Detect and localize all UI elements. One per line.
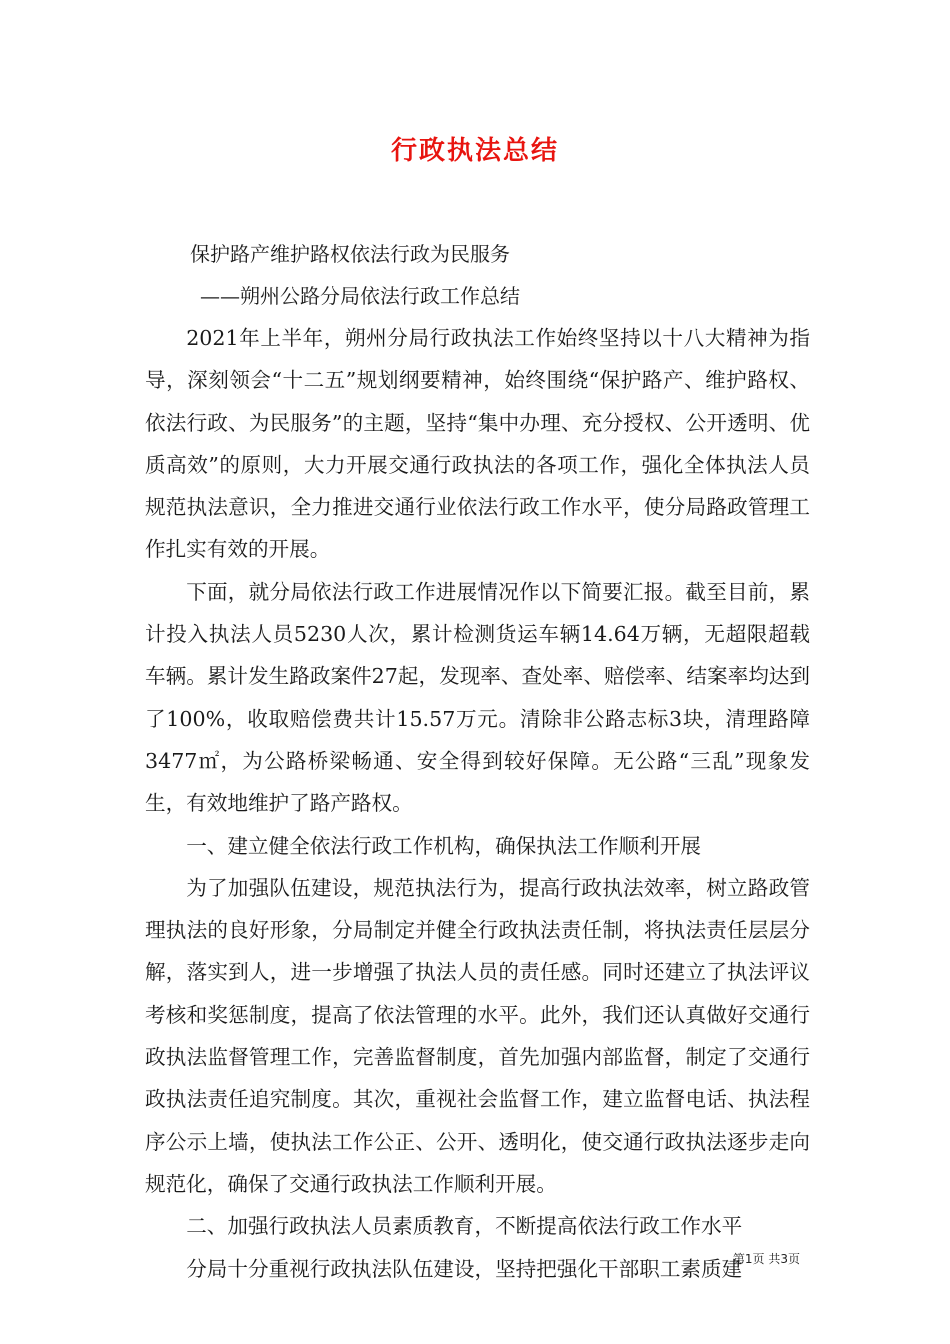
subtitle-line-2: ——朔州公路分局依法行政工作总结	[200, 284, 520, 308]
subtitle-line-1: 保护路产维护路权依法行政为民服务	[190, 242, 510, 266]
section-heading-1: 一、建立健全依法行政工作机构，确保执法工作顺利开展	[186, 833, 702, 858]
section-heading-2: 二、加强行政执法人员素质教育，不断提高依法行政工作水平	[186, 1214, 743, 1239]
paragraph-section-2: 分局十分重视行政执法队伍建设，坚持把强化干部职工素质建	[186, 1256, 743, 1281]
page-number: 第1页 共3页	[732, 1252, 800, 1266]
paragraph-section-1: 为了加强队伍建设，规范执法行为，提高行政执法效率，树立路政管理执法的良好形象，分局制定并健全行政执法责任制，将执法责任层层分解，落实到人，进一步增强了执法人员的责任感。同时还建立了执法评议考核和奖惩制度，提高了依法管理的水平。此外，我们还认真做好交通行政执法监督管理工作，完善监督制度，首先加强内部监督，制定了交通行政执法责任追究制度。其次，重视社会监督工作，建立监督电话、执法程序公示上墙，使执法工作公正、公开、透明化，使交通行政执法逐步走向规范化，确保了交通行政执法工作顺利开展。	[145, 875, 810, 1196]
paragraph-report: 下面，就分局依法行政工作进展情况作以下简要汇报。截至目前，累计投入执法人员5230人次，累计检测货运车辆14.64万辆，无超限超载车辆。累计发生路政案件27起，发现率、查处率、赔偿率、结案率均达到了100%，收取赔偿费共计15.57万元。清除非公路志标3块，清理路障3477㎡，为公路桥梁畅通、安全得到较好保障。无公路“三乱”现象发生，有效地维护了路产路权。	[145, 579, 810, 816]
document-title: 行政执法总结	[390, 136, 559, 166]
paragraph-intro: 2021年上半年，朔州分局行政执法工作始终坚持以十八大精神为指导，深刻领会“十二五”规划纲要精神，始终围绕“保护路产、维护路权、依法行政、为民服务”的主题，坚持“集中办理、充分授权、公开透明、优质高效”的原则，大力开展交通行政执法的各项工作，强化全体执法人员规范执法意识，全力推进交通行业依法行政工作水平，使分局路政管理工作扎实有效的开展。	[145, 326, 810, 562]
document-body	[145, 317, 810, 1290]
